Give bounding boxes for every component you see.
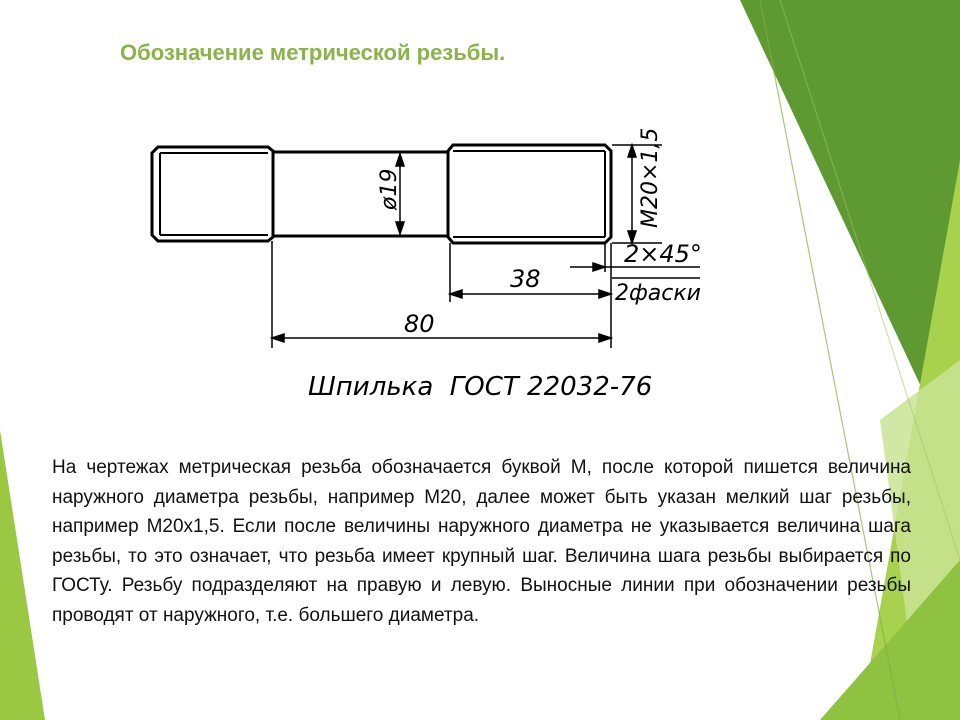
drawing-caption: Шпилька ГОСТ 22032-76 — [308, 372, 653, 402]
left-thread-outline — [152, 147, 273, 241]
stud-technical-drawing — [100, 110, 740, 420]
total-length-label: 80 — [404, 310, 435, 338]
diameter-label: ø19 — [377, 168, 402, 210]
chamfer-arrow — [593, 263, 605, 271]
dim-80-arrow-left — [272, 334, 284, 342]
dim-80-arrow-right — [599, 334, 611, 342]
body-paragraph: На чертежах метрическая резьба обозначается буквой М, после которой пишется величина наружного диаметра резьбы, например М20, далее может быть указан мелкий шаг резьбы, например М20х1,5. Если после величины наружного диаметра не указывается величина шага резьбы, то это означает, что резьба имеет крупный шаг. Величина шага резьбы выбирается по ГОСТу. Резьбу подразделяют на правую и левую. Выносные линии при обозначении резьбы проводят от наружного, т.е. большего диаметра. — [52, 457, 911, 626]
chamfer-note-label: 2фаски — [615, 281, 701, 306]
slide-title: Обозначение метрической резьбы. — [120, 40, 506, 65]
right-thread-outline — [448, 145, 611, 243]
dim-38-arrow-right — [599, 290, 611, 298]
dim-38-arrow-left — [450, 290, 462, 298]
thread-length-label: 38 — [510, 265, 541, 293]
thread-label: M20×1,5 — [638, 127, 663, 228]
left-green-triangle — [0, 430, 45, 720]
diameter-arrow-top — [396, 154, 404, 166]
chamfer-label: 2×45° — [624, 240, 702, 268]
thread-arrow-top — [628, 145, 636, 157]
diameter-arrow-bottom — [396, 222, 404, 234]
